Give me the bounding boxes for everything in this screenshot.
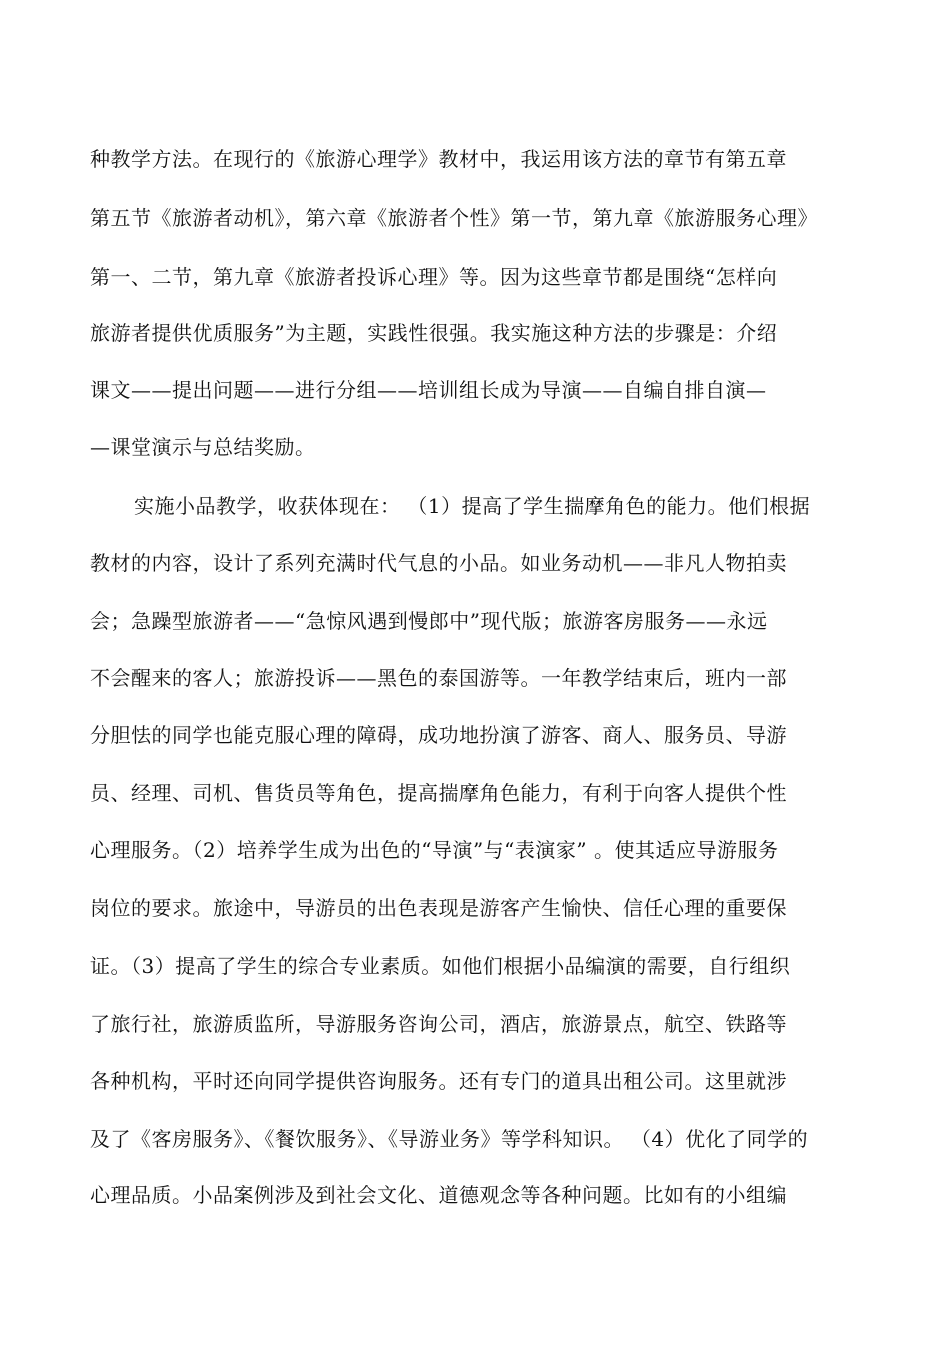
text-line: 分胆怯的同学也能克服心理的障碍，成功地扮演了游客、商人、服务员、导游: [90, 723, 787, 747]
text-line: 员、经理、司机、售货员等角色，提高揣摩角色能力，有利于向客人提供个性: [90, 781, 787, 805]
text-line: 心理品质。小品案例涉及到社会文化、道德观念等各种问题。比如有的小组编: [90, 1183, 787, 1207]
text-line: 实施小品教学，收获体现在： （1）提高了学生揣摩角色的能力。他们根据: [134, 494, 811, 518]
text-line: 第五节《旅游者动机》，第六章《旅游者个性》第一节，第九章《旅游服务心理》: [90, 206, 818, 230]
text-line: 证。（3）提高了学生的综合专业素质。如他们根据小品编演的需要，自行组织: [90, 954, 791, 978]
text-line: 会；急躁型旅游者——“急惊风遇到慢郎中”现代版；旅游客房服务——永远: [90, 609, 768, 633]
text-line: 种教学方法。在现行的《旅游心理学》教材中，我运用该方法的章节有第五章: [90, 147, 787, 171]
text-line: —课堂演示与总结奖励。: [90, 435, 316, 459]
text-line: 岗位的要求。旅途中，导游员的出色表现是游客产生愉快、信任心理的重要保: [90, 896, 787, 920]
text-line: 心理服务。（2）培养学生成为出色的“导演”与“表演家” 。使其适应导游服务: [90, 838, 779, 862]
text-line: 教材的内容，设计了系列充满时代气息的小品。如业务动机——非凡人物拍卖: [90, 551, 787, 575]
text-line: 第一、二节，第九章《旅游者投诉心理》等。因为这些章节都是围绕“怎样向: [90, 265, 778, 289]
text-line: 旅游者提供优质服务”为主题，实践性很强。我实施这种方法的步骤是：介绍: [90, 321, 778, 345]
text-line: 了旅行社，旅游质监所，导游服务咨询公司，酒店，旅游景点，航空、铁路等: [90, 1012, 787, 1036]
text-line: 课文——提出问题——进行分组——培训组长成为导演——自编自排自演—: [90, 378, 767, 402]
text-line: 及了《客房服务》、《餐饮服务》、《导游业务》等学科知识。 （4）优化了同学的: [90, 1127, 809, 1151]
text-line: 不会醒来的客人；旅游投诉——黑色的泰国游等。一年教学结束后，班内一部: [90, 666, 787, 690]
text-line: 各种机构，平时还向同学提供咨询服务。还有专门的道具出租公司。这里就涉: [90, 1069, 787, 1093]
